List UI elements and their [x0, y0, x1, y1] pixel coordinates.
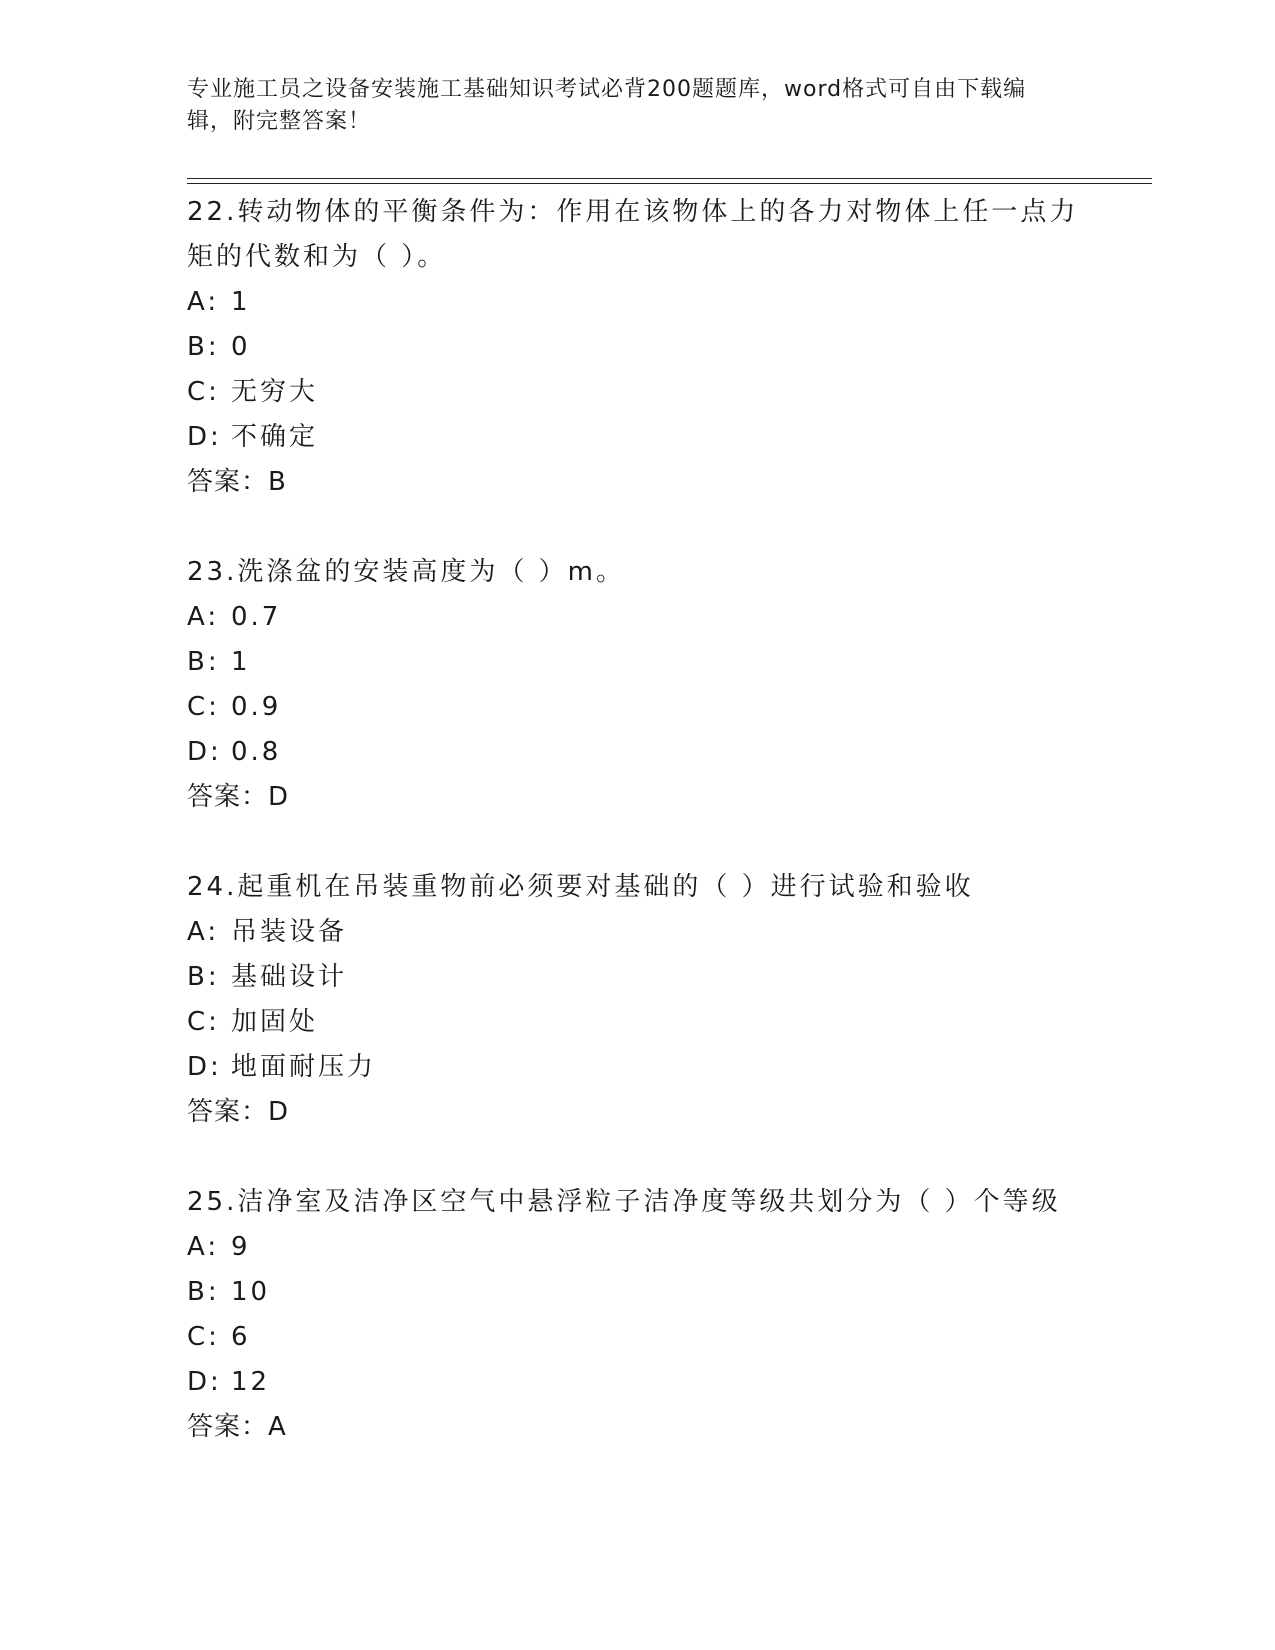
option-text: 9 [231, 1232, 251, 1262]
option-text: 不确定 [231, 422, 319, 452]
option-key: D: [187, 422, 222, 452]
option-key: C: [187, 1007, 220, 1037]
question-stem: 24.起重机在吊装重物前必须要对基础的（ ）进行试验和验收 [187, 872, 974, 902]
option-key: B: [187, 962, 220, 992]
option-b [187, 640, 1087, 685]
option-key: A: [187, 1232, 220, 1262]
option-text: 1 [231, 647, 251, 677]
option-text: 吊装设备 [231, 917, 348, 947]
option-key: A: [187, 287, 220, 317]
option-text: 1 [231, 287, 251, 317]
question-item [187, 190, 1087, 505]
option-text: 0.9 [231, 692, 282, 722]
question-item [187, 1180, 1087, 1450]
option-text: 0.7 [231, 602, 282, 632]
option-key: C: [187, 1322, 220, 1352]
option-text: 10 [231, 1277, 271, 1307]
question-item [187, 550, 1087, 820]
option-a [187, 595, 1087, 640]
option-key: C: [187, 377, 220, 407]
option-key: D: [187, 1367, 222, 1397]
option-key: B: [187, 332, 220, 362]
option-key: B: [187, 647, 220, 677]
option-a [187, 1225, 1087, 1270]
option-c [187, 1000, 1087, 1045]
answer-line: 答案：D [187, 1097, 290, 1127]
option-key: D: [187, 1052, 222, 1082]
answer-line: 答案：D [187, 782, 290, 812]
header-divider-bottom [187, 183, 1152, 184]
answer-line: 答案：A [187, 1412, 287, 1442]
option-c [187, 1315, 1087, 1360]
option-key: A: [187, 917, 220, 947]
option-text: 加固处 [231, 1007, 319, 1037]
question-item [187, 865, 1087, 1135]
option-text: 地面耐压力 [231, 1052, 377, 1082]
question-stem: 25.洁净室及洁净区空气中悬浮粒子洁净度等级共划分为（ ）个等级 [187, 1187, 1061, 1217]
option-text: 0.8 [231, 737, 282, 767]
option-d [187, 730, 1087, 775]
answer-line: 答案：B [187, 467, 287, 497]
option-a [187, 280, 1087, 325]
option-a [187, 910, 1087, 955]
option-d [187, 415, 1087, 460]
option-d [187, 1045, 1087, 1090]
question-stem: 23.洗涤盆的安装高度为（ ）m。 [187, 557, 625, 587]
option-text: 0 [231, 332, 251, 362]
option-text: 基础设计 [231, 962, 348, 992]
document-header: 专业施工员之设备安装施工基础知识考试必背200题题库，word格式可自由下载编辑，附完整答案！ [187, 77, 1027, 134]
option-c [187, 685, 1087, 730]
option-text: 6 [231, 1322, 251, 1352]
question-list [187, 190, 1087, 1495]
question-stem: 22.转动物体的平衡条件为：作用在该物体上的各力对物体上任一点力矩的代数和为（ ）。 [187, 197, 1079, 272]
option-key: A: [187, 602, 220, 632]
option-b [187, 1270, 1087, 1315]
option-key: B: [187, 1277, 220, 1307]
header-divider-top [187, 178, 1152, 179]
option-b [187, 325, 1087, 370]
option-text: 无穷大 [231, 377, 319, 407]
option-key: C: [187, 692, 220, 722]
option-text: 12 [231, 1367, 271, 1397]
option-c [187, 370, 1087, 415]
option-key: D: [187, 737, 222, 767]
option-d [187, 1360, 1087, 1405]
option-b [187, 955, 1087, 1000]
